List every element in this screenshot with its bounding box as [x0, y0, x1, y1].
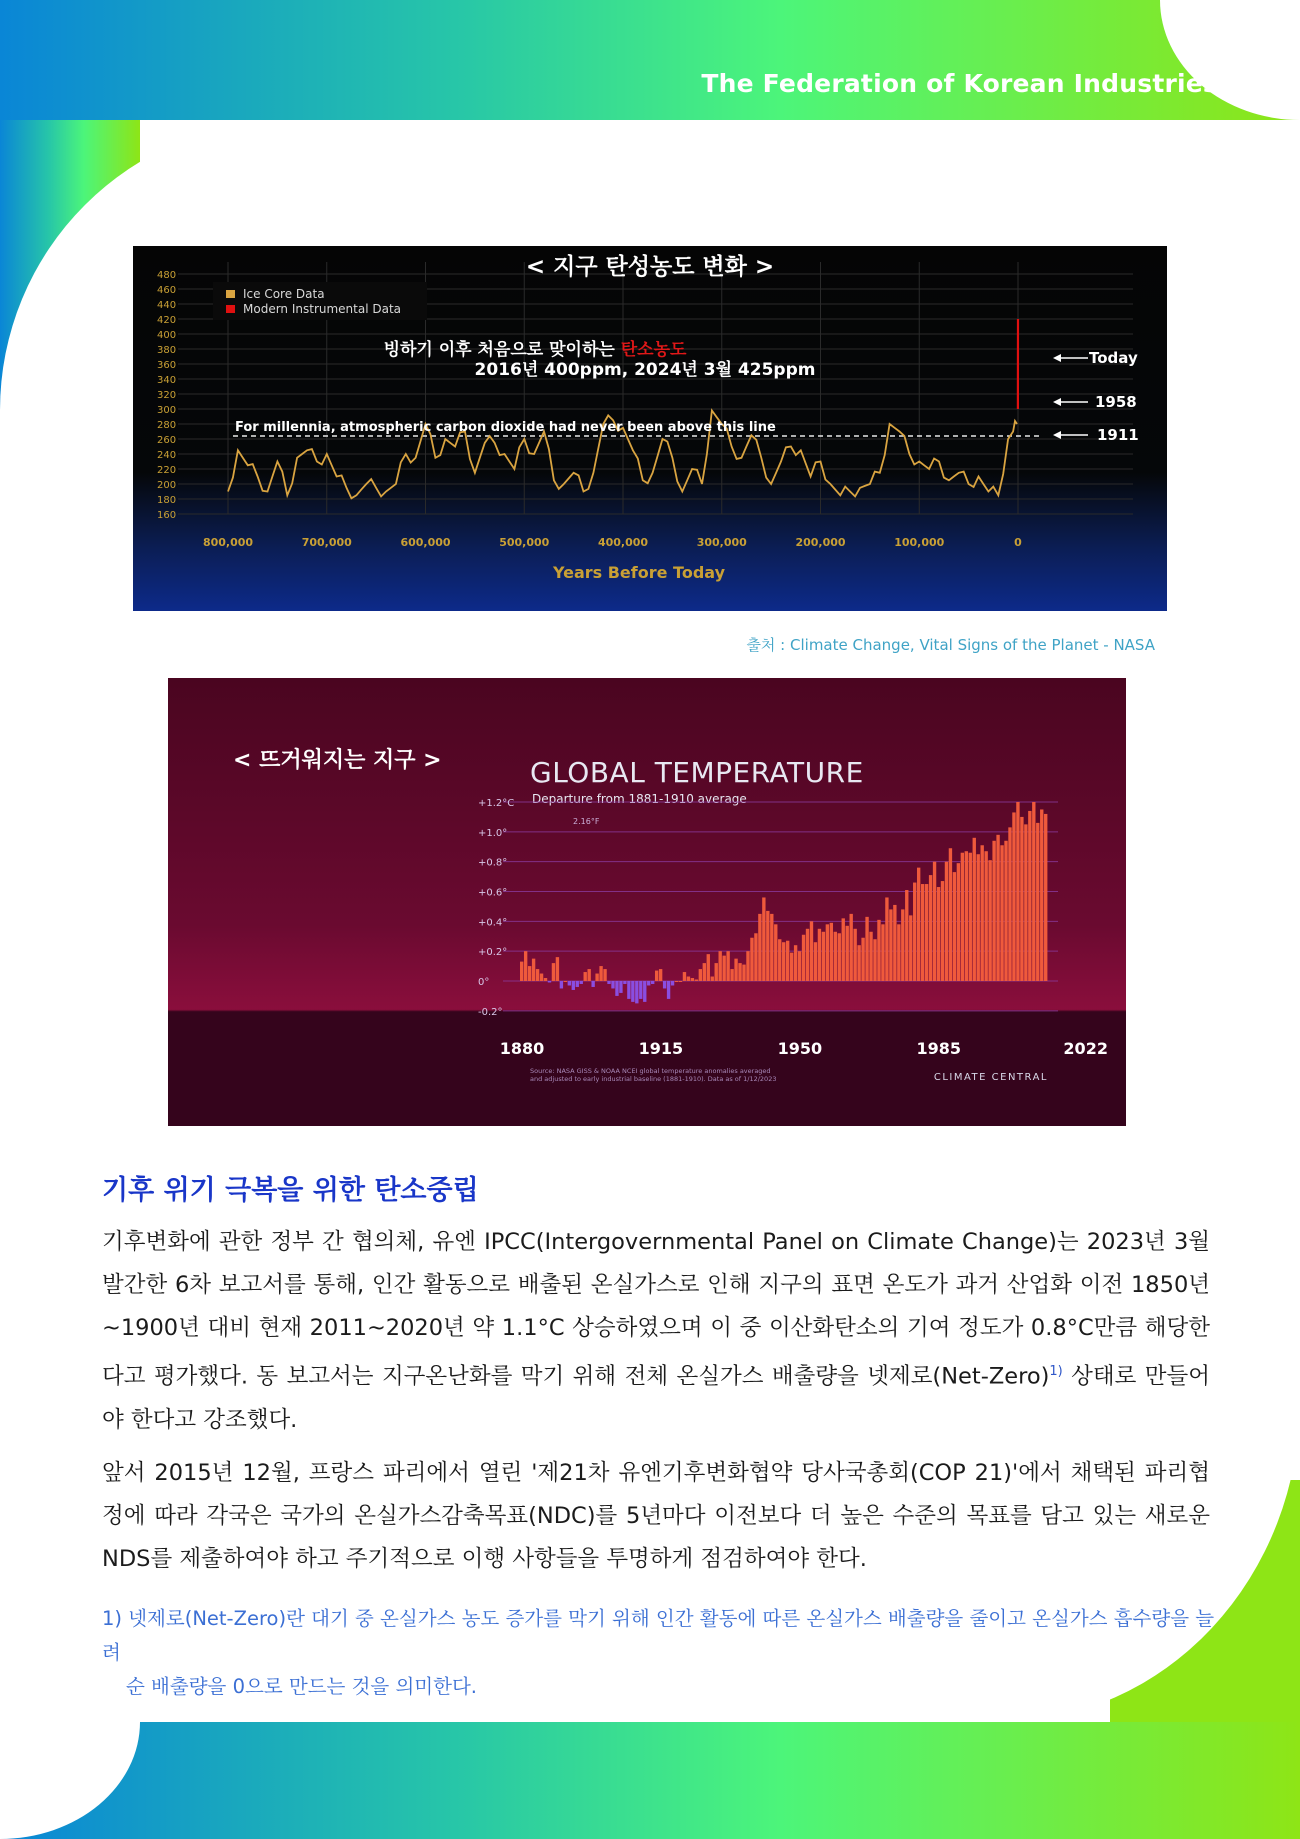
co2-y-tick-label: 380: [157, 345, 177, 356]
temperature-chart-figure: [168, 678, 1126, 1126]
temp-bar: [846, 926, 849, 981]
temp-bar: [532, 959, 535, 981]
temp-bar: [925, 884, 928, 981]
co2-y-tick-label: 420: [157, 315, 177, 326]
temp-bar: [675, 981, 678, 982]
temp-bar: [715, 963, 718, 981]
temp-bar: [591, 981, 594, 987]
temp-bar: [615, 981, 618, 996]
temp-bar: [595, 974, 598, 981]
fahrenheit-note: 2.16°F: [573, 817, 600, 826]
temp-bar: [850, 914, 853, 981]
today-arrow-icon: [1053, 354, 1061, 362]
co2-chart: [133, 246, 1167, 611]
threshold-note: For millennia, atmospheric carbon dioxide had never been above this line: [235, 420, 776, 435]
temp-bar: [663, 981, 666, 988]
temp-bar: [984, 851, 987, 981]
co2-x-tick-label: 800,000: [202, 536, 254, 549]
temp-bar: [568, 981, 571, 985]
co2-x-tick-label: 500,000: [499, 536, 550, 549]
temp-bar: [671, 981, 674, 985]
section-title: 기후 위기 극복을 위한 탄소중립: [102, 1175, 479, 1206]
temp-bar: [1008, 827, 1011, 981]
temp-bar: [1024, 824, 1027, 981]
temp-bar: [861, 938, 864, 981]
temp-bar: [830, 923, 833, 981]
temp-bar: [893, 905, 896, 981]
temp-bar: [949, 848, 952, 981]
co2-source-caption: 출처 : Climate Change, Vital Signs of the Planet - NASA: [746, 636, 1155, 654]
temp-bar: [699, 969, 702, 981]
temp-bar: [691, 978, 694, 981]
temp-bar: [528, 966, 531, 981]
temperature-chart: [168, 678, 1126, 1126]
temp-bar: [961, 853, 964, 981]
temp-bar: [572, 981, 575, 990]
temp-y-tick-label: +0.2°: [478, 947, 508, 959]
temp-bar: [719, 951, 722, 981]
temp-bar: [929, 875, 932, 981]
temp-bar: [540, 974, 543, 981]
temp-bar: [869, 932, 872, 981]
temp-bar: [897, 924, 900, 981]
temp-bar: [782, 942, 785, 981]
temp-bar: [722, 956, 725, 981]
temp-bar: [627, 981, 630, 999]
temp-bar: [969, 853, 972, 981]
co2-y-tick-label: 280: [157, 420, 177, 431]
co2-subtitle-highlight: 탄소농도: [620, 340, 687, 360]
temp-y-tick-label: +0.8°: [478, 857, 508, 869]
temp-y-tick-label: 0°: [478, 977, 490, 988]
temp-bar: [639, 981, 642, 999]
temp-bar: [770, 914, 773, 981]
co2-y-tick-label: 340: [157, 375, 177, 386]
temp-bar: [647, 981, 650, 985]
temp-bar: [794, 945, 797, 981]
temp-bar: [842, 918, 845, 981]
temp-x-tick-label: 1915: [638, 1039, 684, 1058]
temp-bar: [1000, 845, 1003, 981]
temp-bar: [881, 924, 884, 981]
temp-bar: [901, 909, 904, 981]
temp-bar: [905, 890, 908, 981]
header-title: The Federation of Korean Industries: [701, 69, 1218, 98]
temp-bar: [762, 897, 765, 981]
temp-bar: [766, 911, 769, 981]
temp-bar: [957, 863, 960, 981]
temp-bar: [941, 881, 944, 981]
temp-bar: [913, 883, 916, 981]
temp-bar: [786, 941, 789, 981]
temp-bar: [703, 963, 706, 981]
co2-chart-title: < 지구 탄성농도 변화 >: [525, 254, 775, 280]
annotation-1911: 1911: [1097, 426, 1139, 444]
temp-bar: [1040, 809, 1043, 981]
temp-bar: [726, 951, 729, 981]
temp-bar: [659, 969, 662, 981]
co2-y-tick-label: 460: [157, 285, 177, 296]
co2-y-tick-label: 160: [157, 510, 177, 521]
temp-x-tick-label: 1950: [777, 1039, 823, 1058]
temp-bar: [973, 838, 976, 981]
temp-bar: [746, 951, 749, 981]
temp-bar: [778, 939, 781, 981]
temp-bar: [945, 862, 948, 981]
temp-bar: [981, 845, 984, 981]
temp-bar: [754, 933, 757, 981]
temp-bar: [877, 920, 880, 981]
co2-x-tick-label: 200,000: [795, 536, 846, 549]
temp-x-tick-label: 1880: [499, 1039, 545, 1058]
footnote: [102, 1602, 1226, 1704]
temp-bar: [599, 966, 602, 981]
footer-gradient-band: [0, 1722, 1300, 1839]
temp-bar: [857, 945, 860, 981]
temp-bar: [818, 929, 821, 981]
temp-bar: [790, 953, 793, 981]
temp-bar: [576, 981, 579, 987]
temp-bar: [917, 868, 920, 981]
temp-bar: [603, 969, 606, 981]
arrow-1911-icon: [1053, 431, 1061, 439]
temp-bar: [631, 981, 634, 1002]
co2-y-ticks: [157, 270, 176, 521]
temp-bar: [587, 969, 590, 981]
temp-bar: [933, 862, 936, 981]
temp-bar: [802, 935, 805, 981]
temp-bar: [544, 978, 547, 981]
co2-x-tick-label: 300,000: [696, 536, 747, 549]
co2-x-tick-label: 100,000: [894, 536, 945, 549]
legend-label-modern: Modern Instrumental Data: [243, 302, 402, 316]
temp-bar: [1004, 841, 1007, 981]
temp-bar: [953, 872, 956, 981]
temp-bar: [548, 981, 551, 982]
temp-bar: [1032, 802, 1035, 981]
temp-bar: [556, 957, 559, 981]
co2-y-tick-label: 220: [157, 465, 177, 476]
co2-subtitle-prefix: 빙하기 이후 처음으로 맞이하는: [383, 340, 621, 360]
temp-bar: [921, 884, 924, 981]
co2-x-tick-label: 600,000: [400, 536, 451, 549]
arrow-1958-icon: [1053, 398, 1061, 406]
footnote-ref[interactable]: 1): [1049, 1364, 1063, 1379]
global-temperature-subtitle: Departure from 1881-1910 average: [532, 792, 747, 806]
annotation-1958: 1958: [1095, 393, 1137, 411]
temp-bar: [520, 962, 523, 981]
temp-bar: [853, 929, 856, 981]
temp-bar: [814, 942, 817, 981]
temp-bar: [564, 981, 567, 982]
temp-bar: [873, 939, 876, 981]
temp-bar: [623, 981, 626, 984]
temp-y-ticks: [478, 798, 514, 1018]
temperature-figure-label: < 뜨거워지는 지구 >: [233, 748, 442, 773]
temp-bar: [734, 959, 737, 981]
co2-x-tick-label: 700,000: [301, 536, 352, 549]
temp-bar: [834, 932, 837, 981]
co2-x-ticks: [203, 536, 1022, 549]
temp-source-note-2: and adjusted to early industrial baseline (1881-1910). Data as of 1/12/2023: [530, 1075, 777, 1083]
legend-label-ice-core: Ice Core Data: [243, 287, 325, 301]
temp-bar: [1020, 817, 1023, 981]
temp-y-tick-label: +1.2°C: [478, 798, 515, 809]
temp-bar: [865, 917, 868, 981]
temp-bar: [584, 972, 587, 981]
temp-x-tick-label: 1985: [916, 1039, 962, 1058]
co2-chart-figure: [133, 246, 1167, 611]
annotation-today: Today: [1089, 349, 1138, 367]
temp-bar: [552, 963, 555, 981]
temp-bar: [679, 981, 682, 982]
temp-bar: [988, 860, 991, 981]
temp-bar: [909, 915, 912, 981]
temp-bar: [687, 977, 690, 981]
co2-y-tick-label: 260: [157, 435, 177, 446]
temp-bar: [707, 954, 710, 981]
climate-central-brand: CLIMATE CENTRAL: [933, 1072, 1048, 1083]
co2-x-tick-label: 400,000: [597, 536, 649, 549]
co2-y-tick-label: 400: [157, 330, 177, 341]
temp-bar: [822, 932, 825, 981]
temp-bar: [643, 981, 646, 1002]
temp-bar: [1044, 814, 1047, 981]
temp-bar: [810, 921, 813, 981]
legend-swatch-ice-core: [226, 290, 235, 298]
legend-swatch-modern: [226, 305, 235, 313]
temp-y-tick-label: +0.6°: [478, 887, 508, 899]
co2-y-tick-label: 300: [157, 405, 177, 416]
temp-bar: [806, 929, 809, 981]
temp-bar: [838, 933, 841, 981]
temp-bar: [992, 841, 995, 981]
temp-bar: [651, 981, 654, 984]
temp-bar: [937, 887, 940, 981]
temp-bar: [889, 909, 892, 981]
temp-bar: [1028, 811, 1031, 981]
temp-bar: [826, 924, 829, 981]
global-temperature-title: GLOBAL TEMPERATURE: [530, 756, 864, 789]
temp-bar: [977, 854, 980, 981]
paragraph-ipcc-main: 기후변화에 관한 정부 간 협의체, 유엔 IPCC(Intergovernmental Panel on Climate Change)는 2023년 3월 발간한 6차 보고서를 통해, 인간 활동으로 배출된 온실가스로 인해 지구의 표면 온도가 과거 산업화 이전 1850년~1900년 대비 현재 2011~2020년 약 1.1°C 상승하였으며 이 중 이산화탄소의 기여 정도가 0.8°C만큼 해당한다고 평가했다. 동 보고서는 지구온난화를 막기 위해 전체 온실가스 배출량을 넷제로(Net-Zero): [102, 1229, 1210, 1390]
temp-bar: [635, 981, 638, 1003]
co2-subtitle-line2: 2016년 400ppm, 2024년 3월 425ppm: [474, 360, 816, 380]
temp-y-tick-label: +1.0°: [478, 827, 508, 839]
temp-bar: [1036, 823, 1039, 981]
temp-bar: [1012, 812, 1015, 981]
footnote-line-1: 1) 넷제로(Net-Zero)란 대기 중 온실가스 농도 증가를 막기 위해 인간 활동에 따른 온실가스 배출량을 줄이고 온실가스 흡수량을 늘려: [102, 1607, 1215, 1664]
temp-bar: [611, 981, 614, 988]
temp-bar: [730, 969, 733, 981]
temp-bar: [683, 972, 686, 981]
temp-bar: [774, 924, 777, 981]
temp-bar: [738, 963, 741, 981]
temp-y-tick-label: +0.4°: [478, 917, 508, 929]
header-gradient-band: [0, 0, 1300, 120]
temp-bar: [1016, 802, 1019, 981]
temp-y-tick-label: -0.2°: [478, 1006, 503, 1018]
co2-y-tick-label: 360: [157, 360, 177, 371]
co2-y-tick-label: 200: [157, 480, 177, 491]
temp-bar: [655, 971, 658, 981]
paragraph-paris-agreement: 앞서 2015년 12월, 프랑스 파리에서 열린 '제21차 유엔기후변화협약 당사국총회(COP 21)'에서 채택된 파리협정에 따라 각국은 국가의 온실가스감축목표(NDC)를 5년마다 이전보다 더 높은 수준의 목표를 담고 있는 새로운 NDS를 제출하여야 하고 주기적으로 이행 사항들을 투명하게 점검하여야 한다.: [102, 1460, 1210, 1572]
footnote-line-2: 순 배출량을 0으로 만드는 것을 의미한다.: [126, 1675, 477, 1698]
paragraph-ipcc: [102, 1221, 1210, 1442]
co2-y-tick-label: 240: [157, 450, 177, 461]
temp-source-note-1: Source: NASA GISS & NOAA NCEI global temperature anomalies averaged: [530, 1067, 771, 1075]
temp-bar: [996, 835, 999, 981]
temp-bar: [607, 981, 610, 984]
temp-bar: [560, 981, 563, 988]
co2-y-tick-label: 180: [157, 495, 177, 506]
temp-bar: [758, 914, 761, 981]
temp-bar: [580, 981, 583, 984]
co2-x-axis-label: Years Before Today: [552, 563, 726, 582]
temp-bar: [750, 938, 753, 981]
co2-y-tick-label: 320: [157, 390, 177, 401]
temp-bar: [742, 965, 745, 981]
temp-bar: [798, 951, 801, 981]
temp-bar: [695, 980, 698, 981]
paragraph-ipcc-tail: 상태로 만들어야 한다고 강조했다.: [102, 1363, 1210, 1433]
temp-bar: [536, 969, 539, 981]
temp-bar: [667, 981, 670, 999]
temp-bar: [619, 981, 622, 993]
temp-bar: [885, 897, 888, 981]
temp-bar: [711, 977, 714, 981]
temp-bar: [524, 951, 527, 981]
temp-bar: [965, 851, 968, 981]
co2-subtitle-line1: [384, 339, 687, 360]
temp-x-tick-label: 2022: [1063, 1039, 1108, 1058]
co2-y-tick-label: 440: [157, 300, 177, 311]
co2-x-tick-label: 0: [1014, 536, 1022, 549]
co2-y-tick-label: 480: [157, 270, 177, 281]
